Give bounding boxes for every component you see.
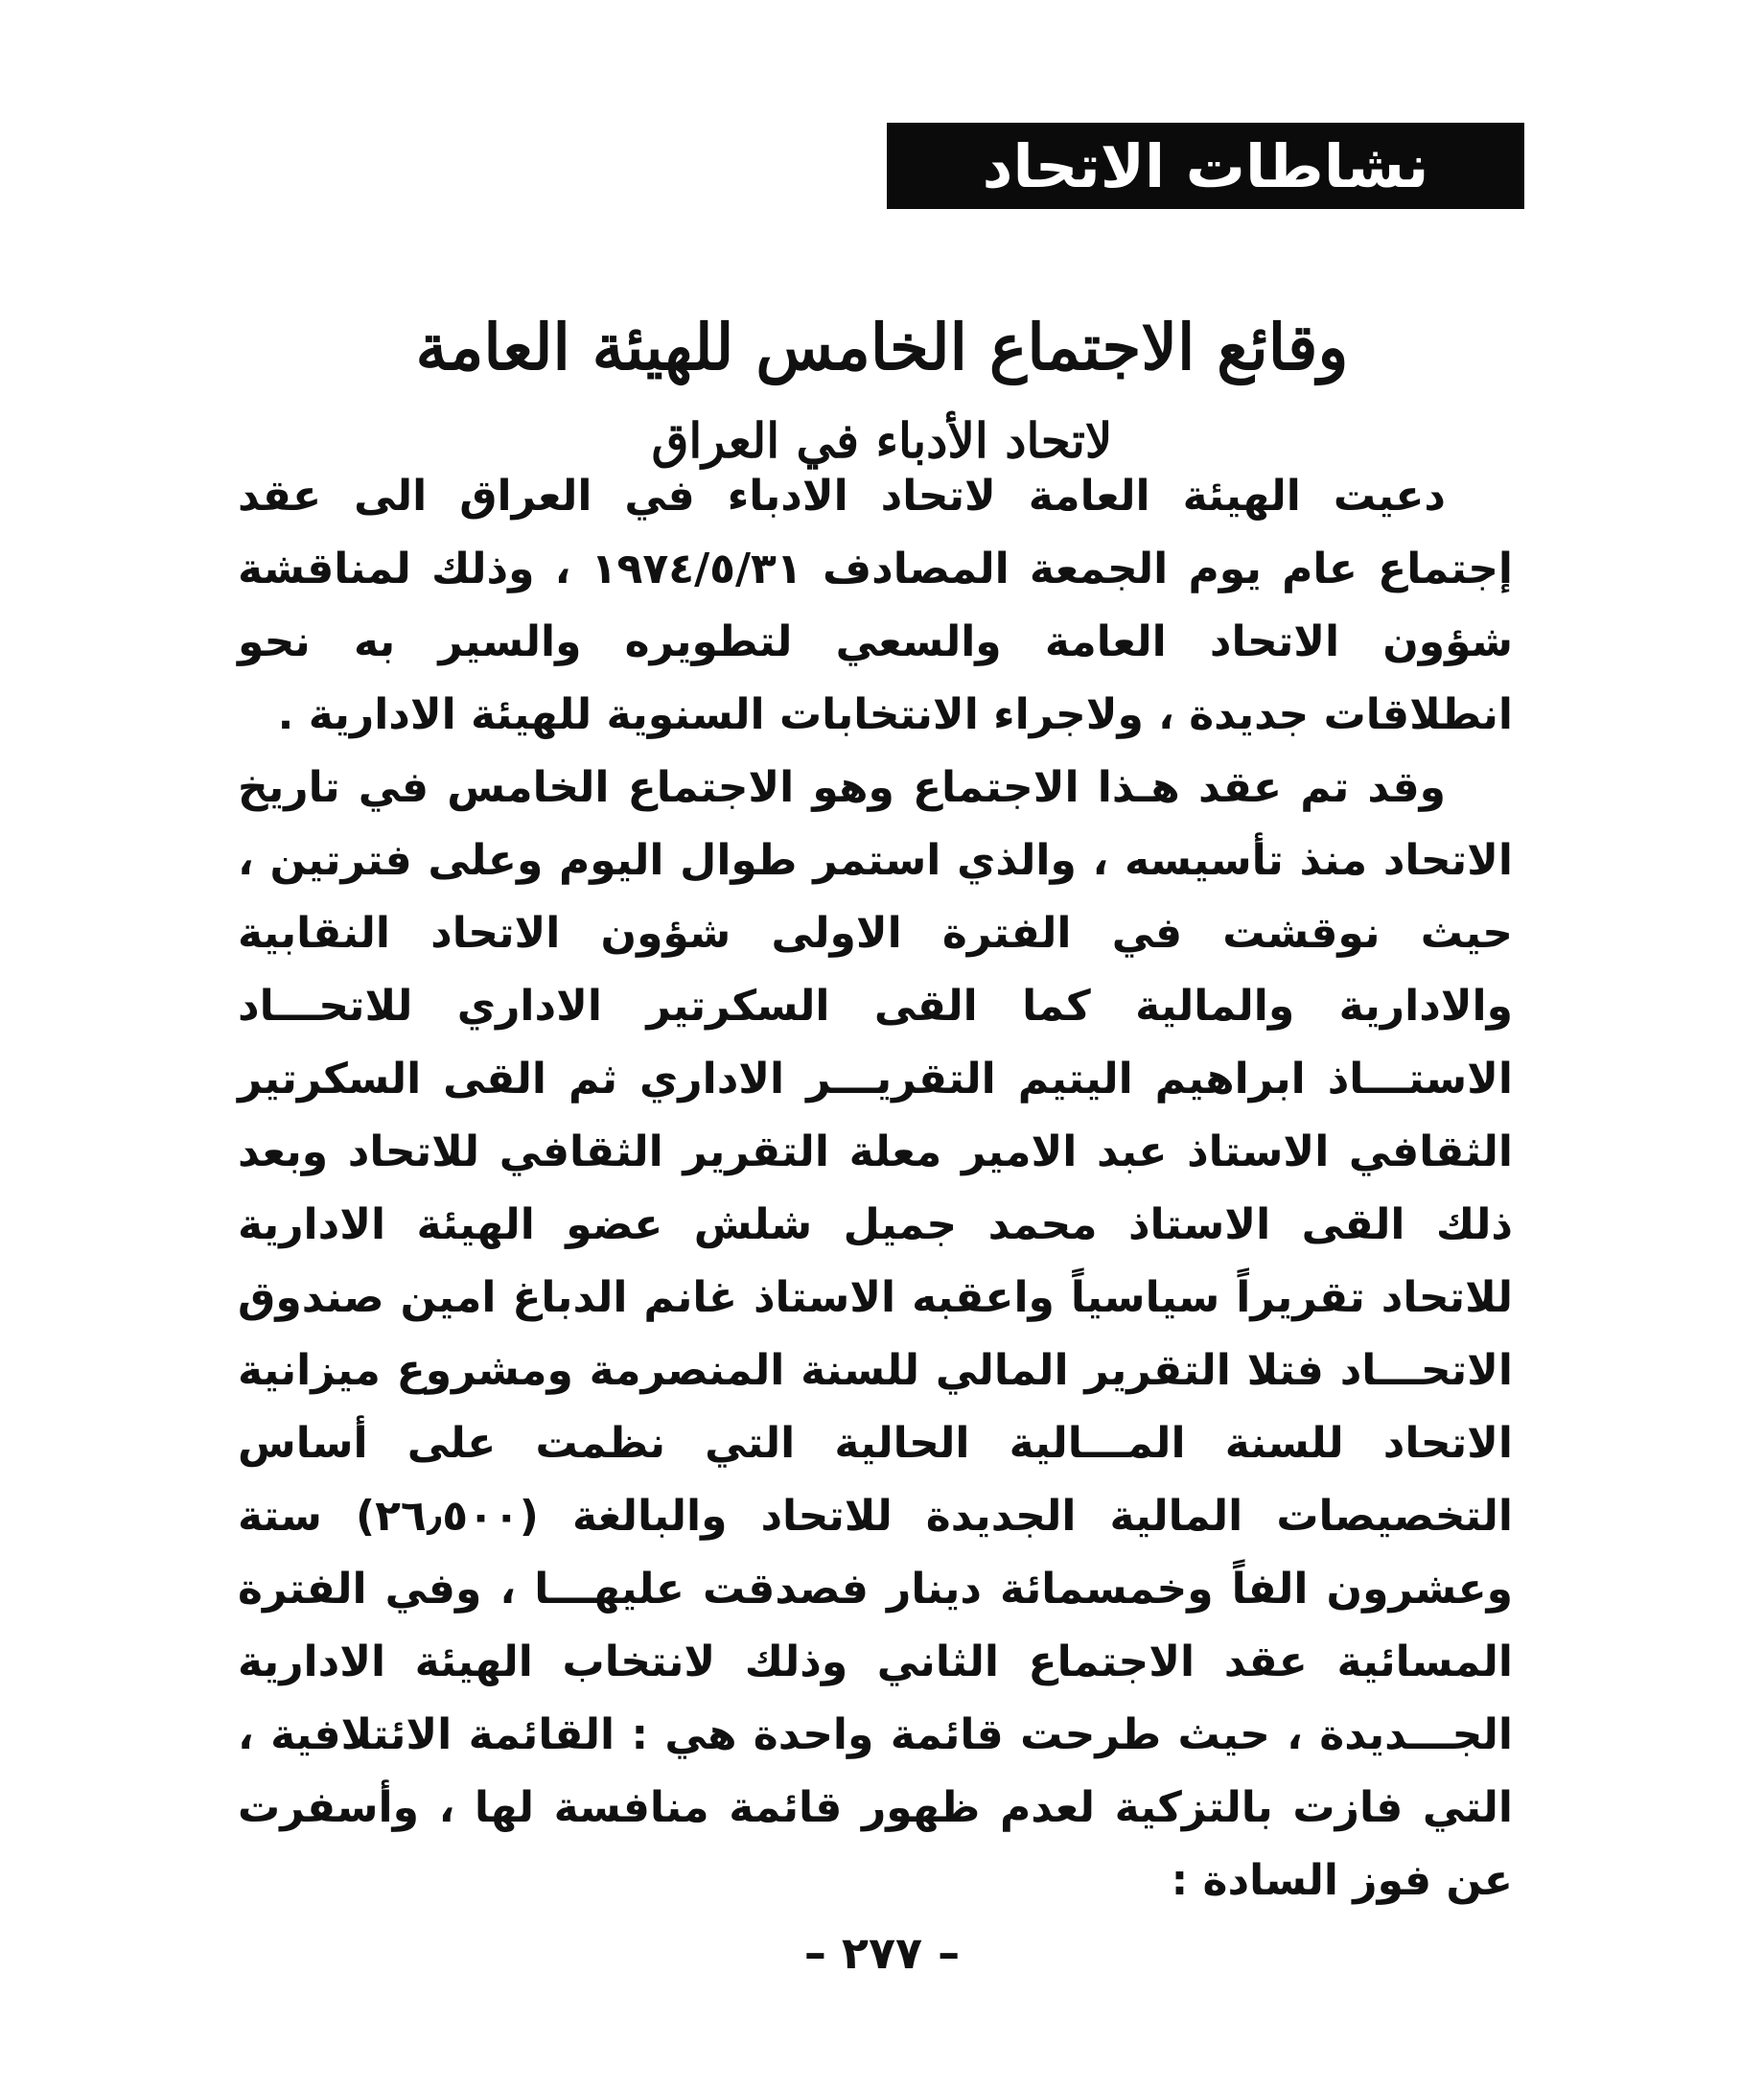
paragraph: وقد تم عقد هـذا الاجتماع وهو الاجتماع الخامس في تاريخ الاتحاد منذ تأسيسه ، والذي استمر طوال اليوم وعلى فترتين ، حيث نوقشت في الفترة الاولى شؤون الاتحاد النقابية والادارية والمالية كما القى السكرتير الاداري للاتحـــاد الاستـــاذ ابراهيم اليتيم التقريـــر الاداري ثم القى السكرتير الثقافي الاستاذ عبد الامير معلة التقرير الثقافي للاتحاد وبعد ذلك القى الاستاذ محمد جميل شلش عضو الهيئة الادارية للاتحاد تقريراً سياسياً واعقبه الاستاذ غانم الدباغ امين صندوق الاتحـــاد فتلا التقرير المالي للسنة المنصرمة ومشروع ميزانية الاتحاد للسنة المـــالية الحالية التي نظمت على أساس التخصيصات المالية الجديدة للاتحاد والبالغة (٢٦٫٥٠٠) ستة وعشرون الفاً وخمسمائة دينار فصدقت عليهـــا ، وفي الفترة المسائية عقد الاجتماع الثاني وذلك لانتخاب الهيئة الادارية الجـــديدة ، حيث طرحت قائمة واحدة هي : القائمة الائتلافية ، التي فازت بالتزكية لعدم ظهور قائمة منافسة لها ، وأسفرت عن فوز السادة :	[238, 763, 1513, 1905]
article-title: وقائع الاجتماع الخامس للهيئة العامة	[415, 310, 1349, 385]
paragraph: دعيت الهيئة العامة لاتحاد الادباء في العراق الى عقد إجتماع عام يوم الجمعة المصادف ١٩٧٤/٥/٣١ ، وذلك لمناقشة شؤون الاتحاد العامة والسعي لتطويره والسير به نحو انطلاقات جديدة ، ولاجراء الانتخابات السنوية للهيئة الادارية .	[238, 472, 1513, 739]
article-subtitle: لاتحاد الأدباء في العراق	[651, 411, 1113, 469]
page-number: – ٢٧٧ –	[803, 1927, 961, 1979]
article-body	[238, 460, 1513, 1917]
section-banner: نشاطات الاتحاد	[887, 123, 1524, 209]
